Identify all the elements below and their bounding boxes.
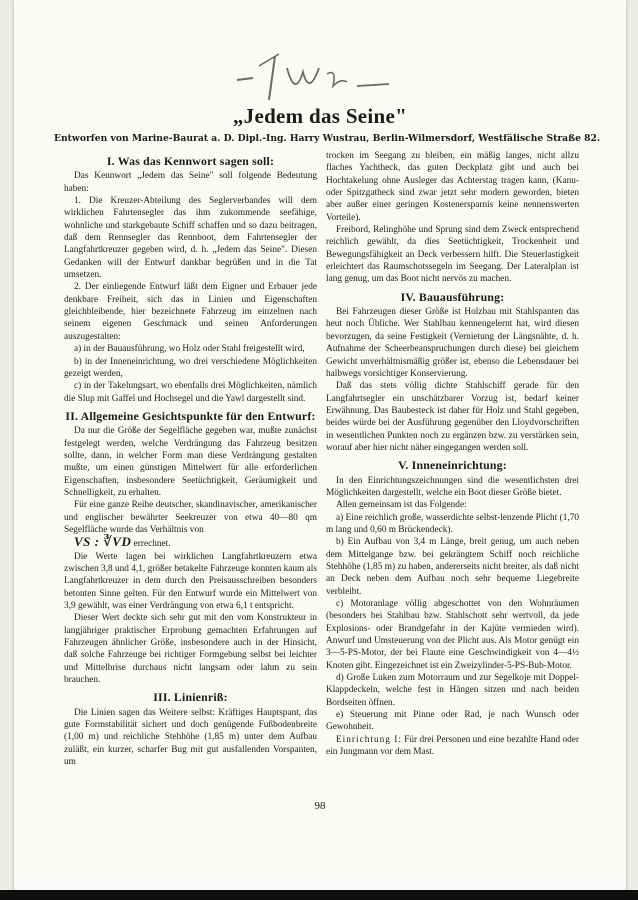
paragraph: Bei Fahrzeugen dieser Größe ist Holzbau mit Stahlspanten das heut noch Übliche. Wer Stahlbau kennengelernt hat, wird diesen bevorzugen, da seine Festigkeit (Vernietung der Längsnähte, d. h. Aufnahme der Scheerbeanspruchungen durch diese) bei gleichem Gewicht unverhältnismäßig größer ist, ebenso die Lebensdauer bei halbwegs vorsichtiger Konservierung. — [326, 307, 579, 379]
paragraph: In den Einrichtungszeichnungen sind die wesentlichsten drei Möglichkeiten dargestellt, welche ein Boot dieser Größe bietet. — [326, 475, 579, 498]
section-heading: IV. Bauausführung: — [400, 289, 505, 304]
formula-line — [64, 536, 317, 550]
paragraph: b) Ein Aufbau von 3,4 m Länge, breit genug, um auch neben dem Mittelgange bzw. bei gekrängtem Schiff noch reichliche Stehhöhe (1,85 m) zu haben, andererseits nicht breiter, als daß nicht an Deck neben dem Aufbau noch sehr bequeme Liegebreite verbleibt. — [326, 537, 579, 597]
paragraph: b) in der Inneneinrichtung, wo drei verschiedene Möglichkeiten gezeigt werden, — [64, 356, 317, 379]
page-number: 98 — [314, 800, 326, 812]
paragraph-text: Für drei Personen und eine bezahlte Hand oder ein Jungmann vor dem Mast. — [326, 734, 580, 758]
paragraph: a) in der Bauausführung, wo Holz oder Stahl freigestellt wird, — [74, 344, 305, 355]
author-byline: Entworfen von Marine-Baurat a. D. Dipl.-Ing. Harry Wustrau, Berlin-Wilmersdorf, Westfälische Straße 82. — [54, 133, 601, 144]
paragraph: 2. Der einliegende Entwurf läßt dem Eigner und Erbauer jede denkbare Freiheit, sich das in Linien und Eigenschaften gleichbleibende, hier bezeichnete Fahrzeug im einzelnen nach seinem eigenen Geschmack und seinen Anforderungen auszugestalten: — [64, 282, 317, 342]
paragraph: Daß das stets völlig dichte Stahlschiff gerade für den Langfahrtsegler ein unschätzbarer Vorzug ist, bedarf keiner Erwähnung. Das Baubesteck ist daher für Holz und Stahl gegeben, beides würde bei der Ausführung gegenüber den Lloydvorschriften in wesentlichen Punkten noch zu ergänzen bzw. zu verstärken sein, worauf aber hier nicht näher eingegangen werden soll. — [326, 381, 579, 453]
paragraph: Allen gemeinsam ist das Folgende: — [336, 500, 467, 511]
paragraph: Freibord, Relinghöhe und Sprung sind dem Zweck entsprechend reichlich gewählt, da dies Seetüchtigkeit, Trockenheit und Bewegungsfähigkeit an Deck verbessern hilft. Die Steuerlastigkeit erleichtert das Raumschotssegeln im Seegang. Der Lateralplan ist lang genug, um das Boot nicht nervös zu machen. — [326, 225, 579, 285]
paragraph — [326, 734, 579, 759]
paragraph: Für eine ganze Reihe deutscher, skandinavischer, amerikanischer und englischer bewährter Seekreuzer von etwa 40—80 qm Segelfläche wurde das Verhältnis von — [64, 500, 317, 535]
handwritten-scribble — [229, 38, 419, 108]
paragraph: Das Kennwort „Jedem das Seine" soll folgende Bedeutung haben: — [64, 171, 317, 194]
paragraph: 1. Die Kreuzer-Abteilung des Seglerverbandes will dem wirklichen Fahrtensegler das ihm zukommende seefähige, wohnliche und starkgebaute Schiff schaffen und so dazu beitragen, daß dem Rennsegler das Rennboot, dem Fahrtensegler der Langfahrtkreuzer gegeben wird, d. h. „Jedem das Seine". Diesen Gedanken will der Entwurf dankbar begrüßen und in die Tat umsetzen. — [64, 196, 317, 281]
paragraph: d) Große Luken zum Motorraum und zur Segelkoje mit Doppel-Klappdeckeln, welche fest in Hängen sitzen und nach beiden Bordseiten öffnen. — [326, 673, 579, 708]
section-heading: I. Was das Kennwort sagen soll: — [106, 154, 275, 168]
document-page — [14, 0, 626, 892]
right-column — [326, 150, 579, 759]
paragraph-lead: Einrichtung I: — [336, 734, 402, 745]
paragraph: e) Steuerung mit Pinne oder Rad, je nach Wunsch oder Gewohnheit. — [326, 710, 579, 733]
scan-edge-bar — [0, 890, 638, 900]
formula-text: errechnet. — [133, 539, 171, 550]
paragraph: Da nur die Größe der Segelfläche gegeben war, mußte zunächst festgelegt werden, welche Verdrängung das Fahrzeug besitzen sollte, dann, in welcher Form man diese Verdrängung gestalten mußte, um einen günstigen Mittelwert für alle erforderlichen Eigenschaften, insbesondere Seetüchtigkeit, Geräumigkeit und Schnelligkeit, zu erhalten. — [64, 426, 317, 498]
article-title: „Jedem das Seine" — [232, 104, 408, 128]
paragraph: a) Eine reichlich große, wasserdichte selbst-lenzende Plicht (1,70 m lang und 0,60 m Brückendeck). — [326, 512, 579, 535]
paragraph: Dieser Wert deckte sich sehr gut mit den vom Konstrukteur in langjähriger praktischer Erprobung gemachten Erfahrungen auf Fahrzeugen ähnlicher Größe, insbesondere auch in der Hinsicht, daß solche Fahrzeuge bei richtiger Formgebung selbst bei leichter und Mittelbrise durchaus nicht langsam oder lahm zu sein brauchen. — [64, 613, 317, 686]
left-column — [64, 150, 317, 769]
paragraph: c) Motoranlage völlig abgeschottet von den Wohnräumen (besonders bei Stahlbau bzw. Stahlschott sehr wertvoll, da jede Explosions- oder Brandgefahr in der Kajüte vermieden wird). Anwurf und Umsteuerung von der Plicht aus. Als Motor genügt ein 3—5-PS-Motor, der bei Flaute eine Geschwindigkeit von 4—4½ Knoten gibt. Eingezeichnet ist ein Zweizylinder-5-PS-Bub-Motor. — [326, 599, 579, 671]
ratio-formula: VS : ∛VD — [74, 534, 132, 550]
section-heading: V. Inneneinrichtung: — [398, 458, 507, 473]
section-heading: III. Linienriß: — [153, 690, 228, 705]
paragraph: trocken im Seegang zu bleiben, ein mäßig langes, nicht allzu flaches Yachtheck, das guten Deckplatz gibt und auch bei Hochtakelung ohne Ausleger das Achterstag tragen kann, (Kanu- oder Spitzgatheck sind zwar jetzt sehr modern geworden, bieten aber außer einer geringen Kostenersparnis keine nennenswerten Vorteile). — [326, 151, 579, 223]
section-heading: II. Allgemeine Gesichtspunkte für den Entwurf: — [65, 408, 316, 423]
paragraph: Die Werte lagen bei wirklichen Langfahrtkreuzern etwa zwischen 3,8 und 4,1, größer betakelte Fahrzeuge konnten kaum als Langfahrtkreuzer in dem durch den Preisausschreiben besonders betonten Sinne gelten. Für den Entwurf wurde ein Mittelwert von 3,9 gewählt, was einer Verdrängung von etwa 6,1 t entspricht. — [64, 551, 317, 612]
paragraph: c) in der Takelungsart, wo ebenfalls drei Möglichkeiten, nämlich die Slup mit Gaffel und Hochsegel und die Yawl dargestellt sind. — [64, 381, 317, 404]
paragraph: Die Linien sagen das Weitere selbst: Kräftiges Hauptspant, das gute Formstabilität sichert und doch genügende Fußbodenbreite (1,00 m) und reichliche Stehhöhe (1,85 m) unter dem Aufbau zuläßt, ein kurzer, scharfer Bug mit gut ausfallenden Vorspanten, um — [64, 707, 317, 768]
